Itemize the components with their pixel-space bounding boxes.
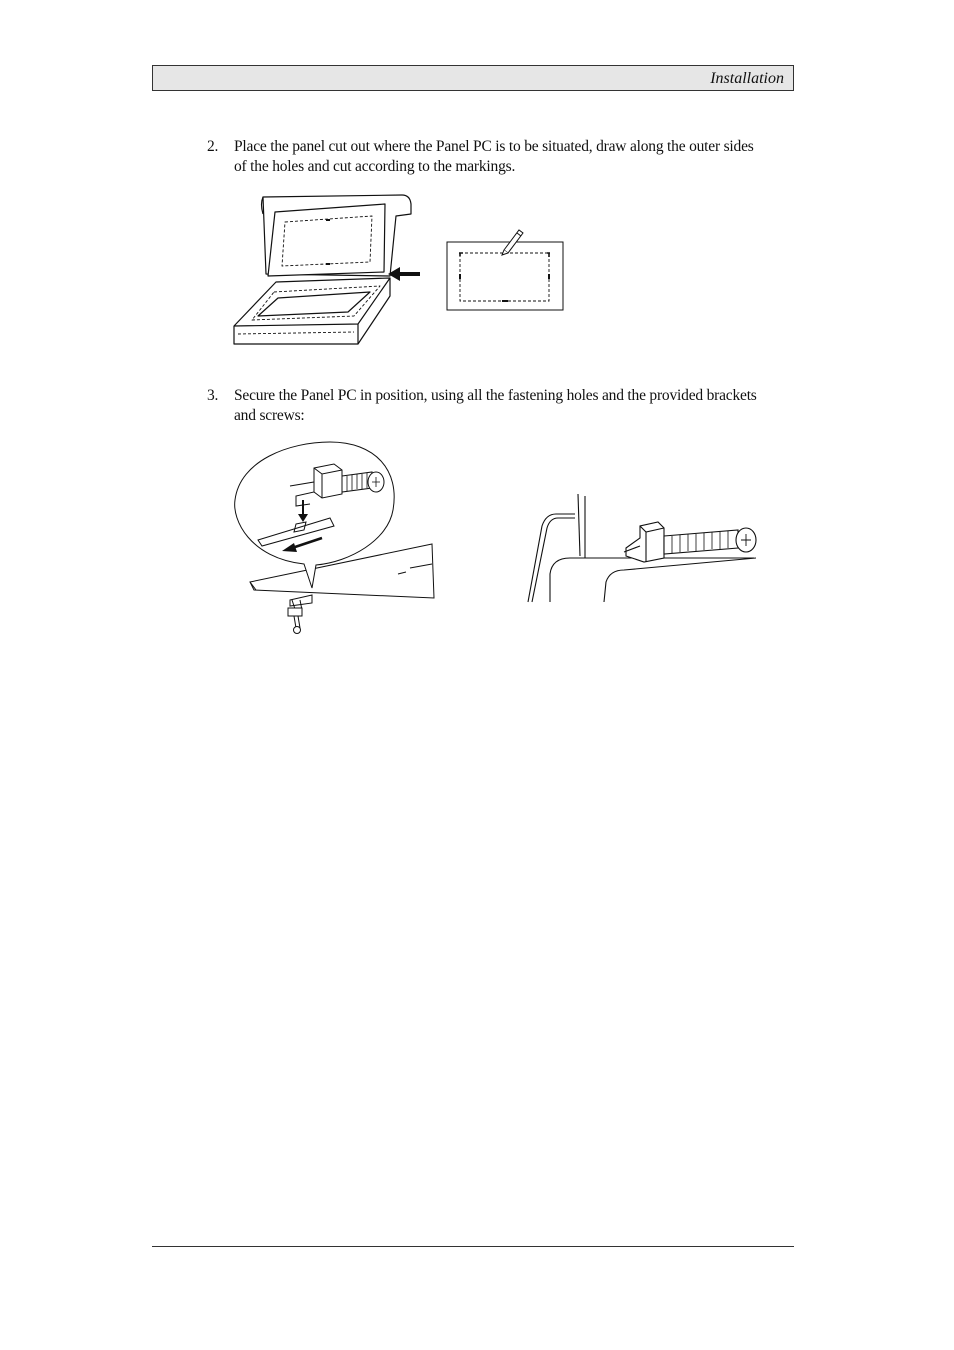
header-title: Installation	[710, 70, 784, 87]
cutout-box-illustration	[230, 192, 425, 348]
step-number: 3.	[207, 387, 219, 404]
panel-marking-illustration	[444, 224, 568, 314]
mounted-bracket-illustration	[520, 486, 762, 606]
step-text: Secure the Panel PC in position, using all the fastening holes and the provided brackets and screws:	[234, 387, 757, 424]
bracket-detail-illustration	[230, 440, 440, 640]
header-bar	[152, 65, 794, 91]
step-text: Place the panel cut out where the Panel PC is to be situated, draw along the outer sides of the holes and cut according to the markings.	[234, 138, 754, 175]
step-number: 2.	[207, 138, 219, 155]
footer-rule	[152, 1246, 794, 1247]
